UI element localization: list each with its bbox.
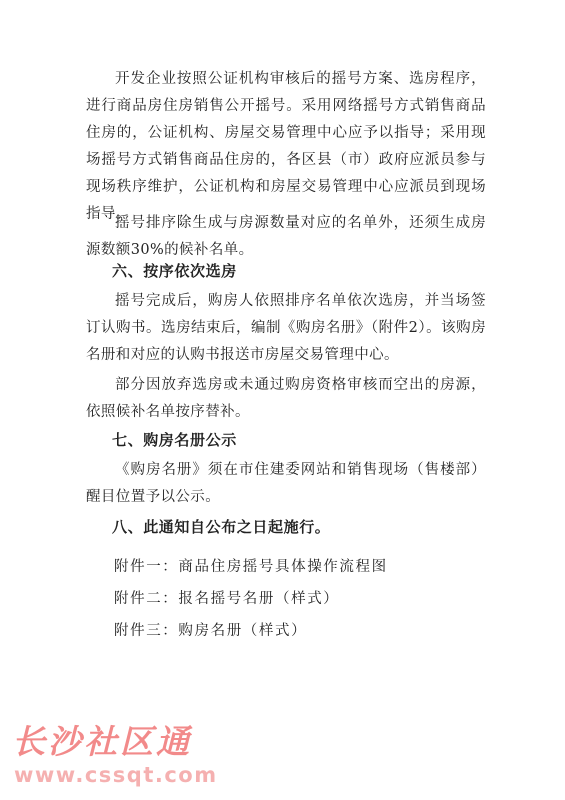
paragraph-waitlist: 摇号排序除生成与房源数量对应的名单外，还须生成房源数额30%的候补名单。: [86, 215, 486, 258]
attachment-1: 附件一：商品住房摇号具体操作流程图: [114, 559, 388, 575]
paragraph-publication: 《购房名册》须在市住建委网站和销售现场（售楼部）醒目位置予以公示。: [86, 462, 486, 505]
heading-section-6: 六、按序依次选房: [112, 262, 237, 280]
heading-section-7: 七、购房名册公示: [112, 431, 237, 449]
paragraph-substitution: 部分因放弃选房或未通过购房资格审核而空出的房源，依照候补名单按序替补。: [86, 377, 486, 420]
paragraph-select-house: 摇号完成后，购房人依照排序名单依次选房，并当场签订认购书。选房结束后，编制《购房名册》（附件2）。该购房名册和对应的认购书报送市房屋交易管理中心。: [86, 293, 486, 363]
heading-section-8: 八、此通知自公布之日起施行。: [112, 518, 331, 536]
paragraph-lottery-procedure: 开发企业按照公证机构审核后的摇号方案、选房程序，进行商品房住房销售公开摇号。采用网络摇号方式销售商品住房的，公证机构、房屋交易管理中心应予以指导；采用现场摇号方式销售商品住房的，各区县（市）政府应派员参与现场秩序维护，公证机构和房屋交易管理中心应派员到现场指导。: [86, 71, 486, 222]
watermark-url: www.cssqt.com: [14, 763, 218, 787]
attachment-2: 附件二：报名摇号名册（样式）: [114, 591, 340, 607]
attachment-3: 附件三：购房名册（样式）: [114, 623, 308, 639]
watermark-title: 长沙社区通: [12, 722, 192, 761]
watermark-logo: [12, 722, 242, 788]
